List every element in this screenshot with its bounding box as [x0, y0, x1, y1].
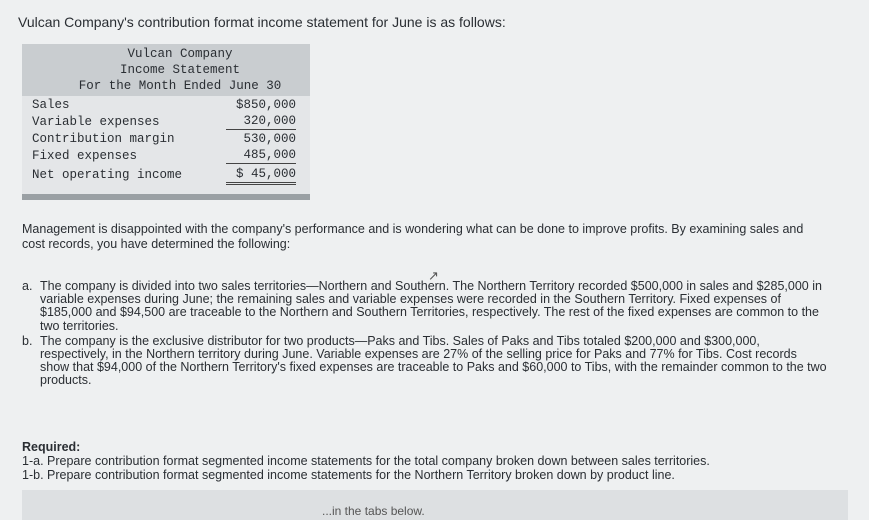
- row-label: Sales: [32, 98, 70, 112]
- intro-text: Vulcan Company's contribution format income statement for June is as follows:: [18, 14, 506, 30]
- row-value: 530,000: [243, 132, 296, 146]
- statement-title: Vulcan Company: [127, 47, 233, 61]
- item-letter: a.: [22, 279, 33, 293]
- row-net-operating-income: [32, 166, 304, 184]
- tabs-panel: [22, 490, 848, 520]
- required-section: [22, 440, 710, 482]
- row-label: Variable expenses: [32, 115, 160, 129]
- mouse-cursor-icon: ↗: [428, 268, 439, 283]
- statement-scrollbar[interactable]: [22, 194, 310, 200]
- row-value: $850,000: [235, 98, 296, 112]
- statement-header: [22, 44, 310, 96]
- row-label: Fixed expenses: [32, 149, 138, 163]
- statement-period: For the Month Ended June 30: [78, 79, 282, 93]
- row-label: Contribution margin: [32, 132, 175, 146]
- item-text: The company is divided into two sales territories—Northern and Southern. The Northern Territory recorded $500,000 in sales and $285,000 in variable expenses during June; the remaining sales and variable expenses were recorded in the Southern Territory. Fixed expenses of $185,000 and $94,500 are traceable to the Northern and Southern Territories, respectively. The rest of the fixed expenses are common to the two territories.: [40, 279, 822, 333]
- row-contribution-margin: [32, 130, 304, 148]
- list-item: [22, 335, 827, 388]
- management-paragraph: Management is disappointed with the company's performance and is wondering what can be done to improve profits. By examining sales and cost records, you have determined the following:: [22, 222, 804, 251]
- item-letter: b.: [22, 333, 33, 348]
- required-line: 1-a. Prepare contribution format segmented income statements for the total company broken down between sales territories.: [22, 454, 710, 468]
- row-sales: [32, 96, 304, 114]
- statement-subtitle: Income Statement: [119, 63, 241, 77]
- tabs-hint: ...in the tabs below.: [322, 504, 425, 518]
- list-item: [22, 280, 827, 333]
- row-value: 485,000: [226, 147, 296, 164]
- row-fixed-expenses: [32, 147, 304, 165]
- row-value: 320,000: [226, 113, 296, 130]
- required-line: 1-b. Prepare contribution format segmented income statements for the Northern Territory broken down by product line.: [22, 468, 675, 482]
- row-label: Net operating income: [32, 168, 183, 182]
- item-text: The company is the exclusive distributor for two products—Paks and Tibs. Sales of Paks and Tibs totaled $200,000 and $300,000, respectively, in the Northern territory during June. Variable expenses are 27% of the selling price for Paks and 77% for Tibs. Cost records show that $94,000 of the Northern Territory's fixed expenses are traceable to Paks and $60,000 to Tibs, with the remainder common to the two products.: [40, 333, 827, 388]
- required-heading: Required:: [22, 440, 81, 454]
- row-value: $ 45,000: [226, 166, 296, 185]
- row-variable-expenses: [32, 113, 304, 131]
- income-statement: [22, 44, 310, 196]
- facts-list: [22, 280, 827, 390]
